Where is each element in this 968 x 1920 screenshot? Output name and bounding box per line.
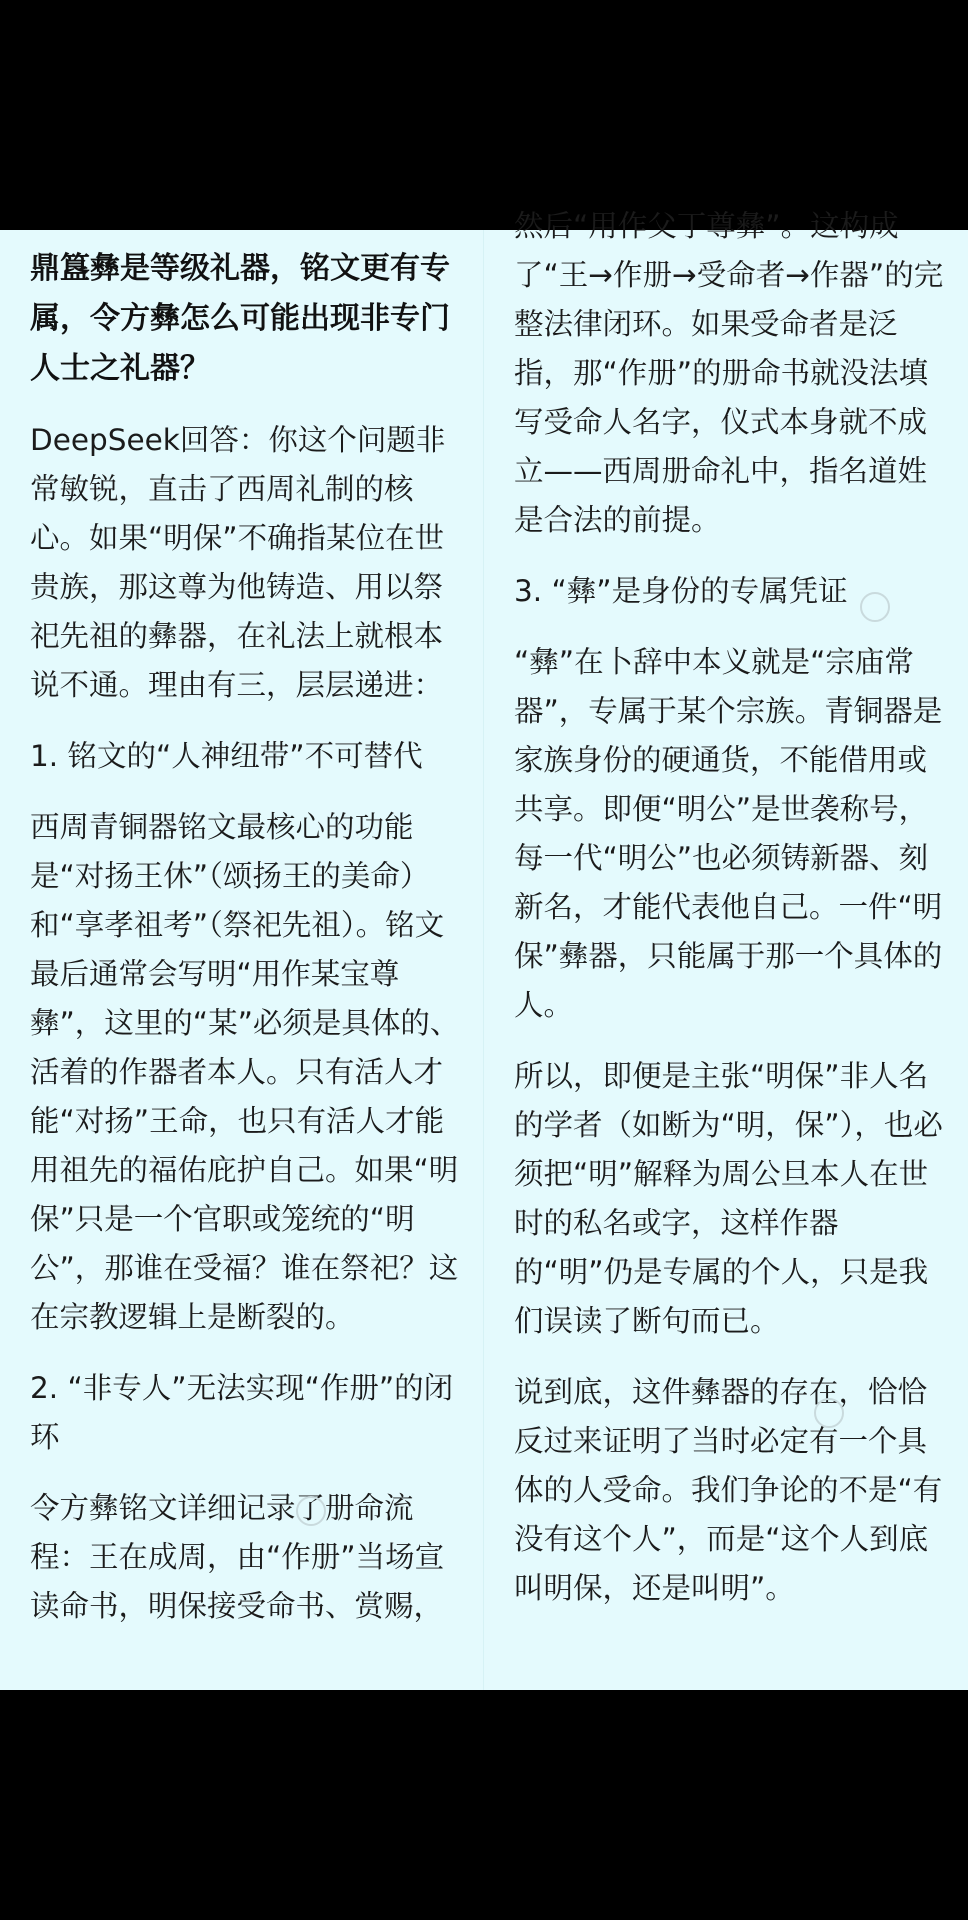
- circle-mark-icon: [860, 592, 890, 622]
- point-3-body: “彝”在卜辞中本义就是“宗庙常器”，专属于某个宗族。青铜器是家族身份的硬通货，不能借用或共享。即便“明公”是世袭称号，每一代“明公”也必须铸新器、刻新名，才能代表他自己。一件“明保”彝器，只能属于那一个具体的人。: [514, 645, 943, 1022]
- point-2-body-continued: 然后“用作父丁尊彝”。这构成了“王→作册→受命者→作器”的完整法律闭环。如果受命者是泛指，那“作册”的册命书就没法填写受命人名字，仪式本身就不成立——西周册命礼中，指名道姓是合法的前提。: [514, 209, 944, 537]
- point-2-heading: 2. “非专人”无法实现“作册”的闭环: [30, 1371, 454, 1454]
- question-title: 鼎簋彝是等级礼器，铭文更有专属，令方彝怎么可能出现非专门人士之礼器？: [30, 251, 450, 386]
- point-1-heading: 1. 铭文的“人神纽带”不可替代: [30, 739, 423, 773]
- point-1-body: 西周青铜器铭文最核心的功能是“对扬王休”（颂扬王的美命）和“享孝祖考”（祭祀先祖）。铭文最后通常会写明“用作某宝尊彝”，这里的“某”必须是具体的、活着的作器者本人。只有活人才能“对扬”王命，也只有活人才能用祖先的福佑庇护自己。如果“明保”只是一个官职或笼统的“明公”，那谁在受福？谁在祭祀？这在宗教逻辑上是断裂的。: [30, 810, 460, 1334]
- left-column: [0, 230, 484, 1690]
- conclusion-paragraph-1: 所以，即便是主张“明保”非人名的学者（如断为“明，保”），也必须把“明”解释为周公旦本人在世时的私名或字，这样作器的“明”仍是专属的个人，只是我们误读了断句而已。: [514, 1059, 943, 1338]
- circle-mark-icon: [814, 1398, 844, 1428]
- answer-intro: DeepSeek回答：你这个问题非常敏锐，直击了西周礼制的核心。如果“明保”不确指某位在世贵族，那这尊为他铸造、用以祭祀先祖的彝器，在礼法上就根本说不通。理由有三，层层递进：: [30, 423, 446, 702]
- point-3-heading: 3. “彝”是身份的专属凭证: [514, 574, 848, 608]
- right-column: [484, 209, 968, 1690]
- point-2-body: 令方彝铭文详细记录了册命流程：王在成周，由“作册”当场宣读命书，明保接受命书、赏赐，: [30, 1491, 445, 1623]
- conclusion-paragraph-2: 说到底，这件彝器的存在，恰恰反过来证明了当时必定有一个具体的人受命。我们争论的不是“有没有这个人”，而是“这个人到底叫明保，还是叫明”。: [514, 1375, 943, 1605]
- circle-mark-icon: [296, 1496, 326, 1526]
